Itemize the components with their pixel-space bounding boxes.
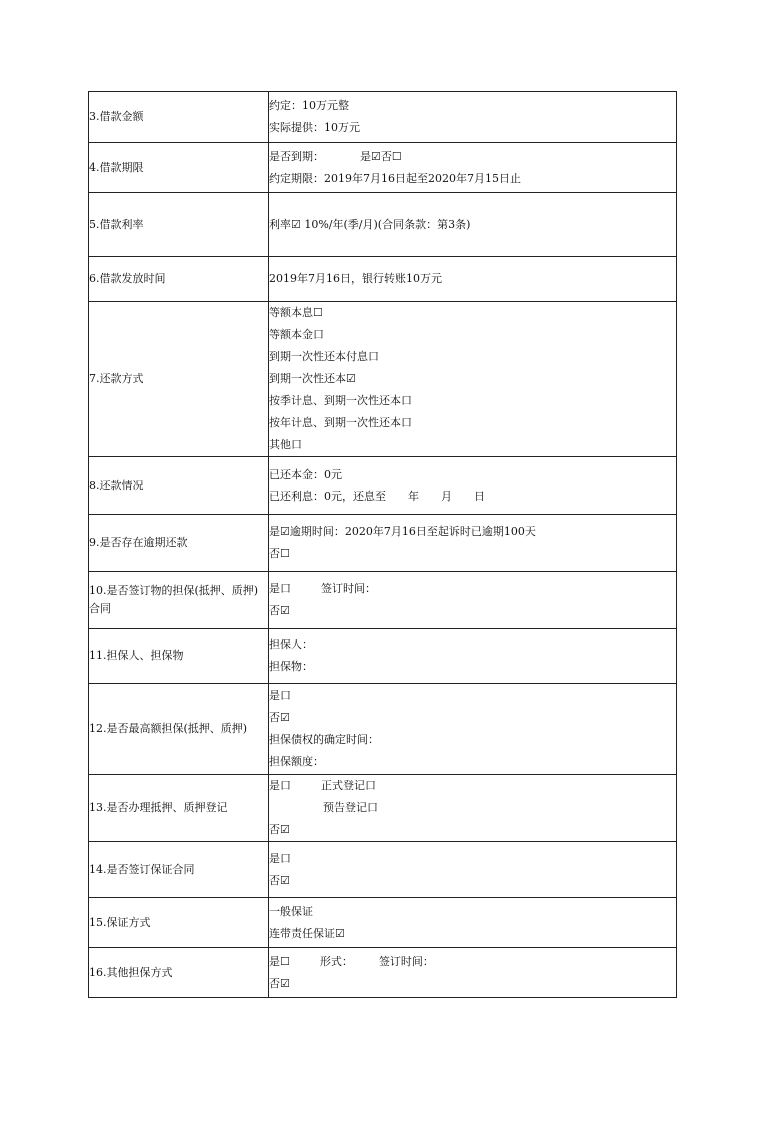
content-line: 否☑ <box>269 604 290 617</box>
other-yes: 是☐ <box>269 954 290 968</box>
year-unit: 年 <box>408 489 419 503</box>
content-line: 否☑ <box>269 823 290 836</box>
content-line <box>269 486 676 508</box>
row-content <box>269 193 677 257</box>
table-row <box>89 515 677 572</box>
due-question: 是否到期： <box>269 149 324 163</box>
content-line: 否☐ <box>269 547 290 560</box>
table-row <box>89 842 677 898</box>
content-line: 实际提供：10万元 <box>269 121 360 134</box>
due-options: 是☑否☐ <box>360 149 402 163</box>
row-label: 10.是否签订物的担保(抵押、质押)合同 <box>89 572 269 629</box>
content-line: 已还本金：0元 <box>269 467 342 481</box>
table-row <box>89 684 677 775</box>
content-line: 是口 <box>269 851 291 865</box>
row-content <box>269 92 677 143</box>
row-label: 6.借款发放时间 <box>89 257 269 302</box>
table-row <box>89 629 677 684</box>
row-label: 12.是否最高额担保(抵押、质押) <box>89 684 269 775</box>
content-line: 是口 <box>269 689 291 702</box>
table-row <box>89 457 677 515</box>
content-line: 按年计息、到期一次性还本口 <box>269 416 412 429</box>
row-content <box>269 302 677 457</box>
table-row <box>89 572 677 629</box>
content-line: 等额本息☐ <box>269 306 323 319</box>
table-row <box>89 948 677 998</box>
content-line: 担保额度： <box>269 755 324 768</box>
content-line: 约定期限：2019年7月16日起至2020年7月15日止 <box>269 171 521 185</box>
row-label: 4.借款期限 <box>89 143 269 193</box>
row-content <box>269 629 677 684</box>
content-line <box>269 951 676 973</box>
content-line: 到期一次性还本付息口 <box>269 350 379 363</box>
table-row <box>89 898 677 948</box>
table-row <box>89 143 677 193</box>
content-line: 否☑ <box>269 873 290 887</box>
row-content <box>269 515 677 572</box>
table-row <box>89 193 677 257</box>
table-row <box>89 257 677 302</box>
row-label: 3.借款金额 <box>89 92 269 143</box>
row-label: 15.保证方式 <box>89 898 269 948</box>
content-line: 等额本金口 <box>269 328 324 341</box>
content-line: 其他口 <box>269 438 302 451</box>
row-content <box>269 948 677 998</box>
interest-paid-text: 已还利息：0元，还息至 <box>269 489 386 503</box>
content-line: 担保物： <box>269 660 313 673</box>
content-line: 否☑ <box>269 976 290 990</box>
content-line: 2019年7月16日，银行转账10万元 <box>269 272 442 285</box>
content-line: 按季计息、到期一次性还本口 <box>269 394 412 407</box>
content-line <box>269 146 676 168</box>
loan-info-table <box>88 91 677 998</box>
month-unit: 月 <box>441 489 452 503</box>
row-content <box>269 457 677 515</box>
row-label: 13.是否办理抵押、质押登记 <box>89 775 269 842</box>
content-line: 到期一次性还本☑ <box>269 372 356 385</box>
row-label: 7.还款方式 <box>89 302 269 457</box>
row-content <box>269 684 677 775</box>
content-line: 约定：10万元整 <box>269 99 349 112</box>
content-line: 连带责任保证☑ <box>269 926 345 940</box>
form-label: 形式： <box>319 954 353 968</box>
content-line: 利率☑ 10%/年(季/月)(合同条款：第3条) <box>269 217 471 231</box>
row-content <box>269 143 677 193</box>
content-line: 一般保证 <box>269 904 313 918</box>
day-unit: 日 <box>474 489 485 503</box>
row-label: 11.担保人、担保物 <box>89 629 269 684</box>
table-row <box>89 775 677 842</box>
table-row <box>89 302 677 457</box>
sign-time-label: 签订时间： <box>321 582 376 595</box>
row-content <box>269 257 677 302</box>
row-label: 16.其他担保方式 <box>89 948 269 998</box>
row-content <box>269 572 677 629</box>
row-content <box>269 842 677 898</box>
content-line: 担保债权的确定时间： <box>269 733 379 746</box>
content-line: 是☑逾期时间：2020年7月16日至起诉时已逾期100天 <box>269 525 536 538</box>
formal-registration: 正式登记口 <box>321 779 376 792</box>
content-line: 担保人： <box>269 638 313 651</box>
row-label: 9.是否存在逾期还款 <box>89 515 269 572</box>
table-row <box>89 92 677 143</box>
row-content <box>269 898 677 948</box>
content-line <box>269 578 676 600</box>
row-label: 14.是否签订保证合同 <box>89 842 269 898</box>
row-label: 5.借款利率 <box>89 193 269 257</box>
content-line <box>269 797 676 819</box>
sign-time-label: 签订时间： <box>378 954 434 968</box>
row-content <box>269 775 677 842</box>
row-label: 8.还款情况 <box>89 457 269 515</box>
advance-registration: 预告登记口 <box>323 801 378 814</box>
content-line <box>269 775 676 797</box>
registration-yes: 是口 <box>269 779 291 792</box>
pledge-yes: 是口 <box>269 582 291 595</box>
content-line: 否☑ <box>269 711 290 724</box>
